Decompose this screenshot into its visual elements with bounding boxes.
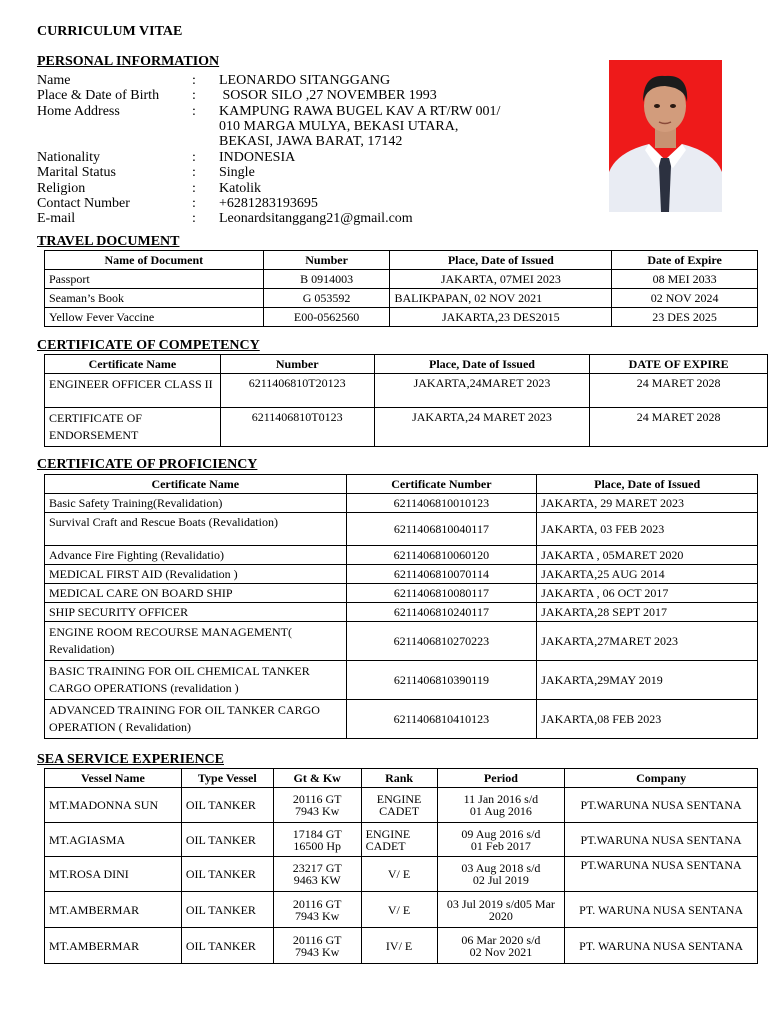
pi-label: Name <box>37 73 71 88</box>
table-cell: 02 NOV 2024 <box>612 289 758 308</box>
table-row <box>45 270 758 289</box>
table-cell: 6211406810080117 <box>346 584 537 603</box>
pi-label: Contact Number <box>37 196 130 211</box>
pi-label: Home Address <box>37 104 120 119</box>
table-row <box>45 700 758 739</box>
table-row <box>45 661 758 700</box>
proficiency-table <box>44 474 758 739</box>
table-header-cell: Name of Document <box>45 251 264 270</box>
table-header-cell: Type Vessel <box>181 769 273 788</box>
table-header-cell: Rank <box>361 769 437 788</box>
table-cell: 23 DES 2025 <box>612 308 758 327</box>
table-header-cell: Place, Date of Issued <box>390 251 612 270</box>
table-row <box>45 603 758 622</box>
table-cell: Advance Fire Fighting (Revalidatio) <box>45 546 347 565</box>
table-cell: ENGINE CADET <box>361 823 437 857</box>
pi-colon: : <box>192 196 196 211</box>
pi-label: E-mail <box>37 211 76 226</box>
travel-document-table <box>44 250 758 327</box>
table-row <box>45 584 758 603</box>
table-header-cell: Number <box>220 355 374 374</box>
table-cell: JAKARTA,08 FEB 2023 <box>537 700 758 739</box>
table-header-cell: Place, Date of Issued <box>374 355 590 374</box>
table-cell: 03 Aug 2018 s/d 02 Jul 2019 <box>437 857 565 892</box>
pi-label: Religion <box>37 181 86 196</box>
table-cell: MEDICAL CARE ON BOARD SHIP <box>45 584 347 603</box>
table-cell: 24 MARET 2028 <box>590 408 768 447</box>
competency-table <box>44 354 768 447</box>
table-cell: 03 Jul 2019 s/d05 Mar 2020 <box>437 892 565 928</box>
table-cell: MT.ROSA DINI <box>45 857 182 892</box>
table-cell: PT. WARUNA NUSA SENTANA <box>565 892 758 928</box>
pi-colon: : <box>192 165 196 180</box>
table-cell: 06 Mar 2020 s/d 02 Nov 2021 <box>437 928 565 964</box>
table-cell: OIL TANKER <box>181 823 273 857</box>
pi-colon: : <box>192 104 196 119</box>
table-cell: 24 MARET 2028 <box>590 374 768 408</box>
table-row <box>45 374 768 408</box>
table-cell: JAKARTA , 06 OCT 2017 <box>537 584 758 603</box>
travel-document-heading: TRAVEL DOCUMENT <box>37 234 180 249</box>
table-header-cell: Period <box>437 769 565 788</box>
table-row <box>45 788 758 823</box>
pi-colon: : <box>192 73 196 88</box>
table-cell: JAKARTA,27MARET 2023 <box>537 622 758 661</box>
table-cell: 08 MEI 2033 <box>612 270 758 289</box>
table-header-cell: Certificate Number <box>346 475 537 494</box>
pi-colon: : <box>192 181 196 196</box>
table-header-row <box>45 355 768 374</box>
pi-colon: : <box>192 211 196 226</box>
table-header-cell: Certificate Name <box>45 475 347 494</box>
pi-label: Nationality <box>37 150 100 165</box>
table-cell: BALIKPAPAN, 02 NOV 2021 <box>390 289 612 308</box>
table-cell: 6211406810T0123 <box>220 408 374 447</box>
table-cell: 6211406810240117 <box>346 603 537 622</box>
table-cell: JAKARTA,29MAY 2019 <box>537 661 758 700</box>
document-title: CURRICULUM VITAE <box>37 24 183 39</box>
table-cell: G 053592 <box>263 289 390 308</box>
pi-value: Single <box>219 165 255 180</box>
table-cell: ENGINE CADET <box>361 788 437 823</box>
table-cell: BASIC TRAINING FOR OIL CHEMICAL TANKER CARGO OPERATIONS (revalidation ) <box>45 661 347 700</box>
table-cell: V/ E <box>361 892 437 928</box>
table-cell: 20116 GT 7943 Kw <box>273 892 361 928</box>
table-header-cell: Place, Date of Issued <box>537 475 758 494</box>
table-cell: JAKARTA, 29 MARET 2023 <box>537 494 758 513</box>
table-cell: PT.WARUNA NUSA SENTANA <box>565 823 758 857</box>
table-header-cell: Vessel Name <box>45 769 182 788</box>
pi-value: SOSOR SILO ,27 NOVEMBER 1993 <box>219 88 437 103</box>
table-cell: JAKARTA, 07MEI 2023 <box>390 270 612 289</box>
pi-value: LEONARDO SITANGGANG <box>219 73 391 88</box>
table-header-row <box>45 475 758 494</box>
table-cell: IV/ E <box>361 928 437 964</box>
table-cell: Seaman’s Book <box>45 289 264 308</box>
table-header-cell: Number <box>263 251 390 270</box>
table-row <box>45 289 758 308</box>
table-row <box>45 408 768 447</box>
table-cell: JAKARTA, 03 FEB 2023 <box>537 513 758 546</box>
table-cell: 6211406810060120 <box>346 546 537 565</box>
table-cell: 6211406810270223 <box>346 622 537 661</box>
table-header-cell: DATE OF EXPIRE <box>590 355 768 374</box>
table-cell: 23217 GT 9463 KW <box>273 857 361 892</box>
table-cell: 20116 GT 7943 Kw <box>273 788 361 823</box>
table-cell: JAKARTA,25 AUG 2014 <box>537 565 758 584</box>
proficiency-heading: CERTIFICATE OF PROFICIENCY <box>37 457 258 472</box>
pi-colon: : <box>192 150 196 165</box>
table-row <box>45 494 758 513</box>
table-row <box>45 823 758 857</box>
table-cell: JAKARTA,23 DES2015 <box>390 308 612 327</box>
table-cell: MT.AMBERMAR <box>45 928 182 964</box>
table-header-cell: Company <box>565 769 758 788</box>
table-cell: OIL TANKER <box>181 928 273 964</box>
table-cell: Basic Safety Training(Revalidation) <box>45 494 347 513</box>
table-cell: E00-0562560 <box>263 308 390 327</box>
personal-info-heading: PERSONAL INFORMATION <box>37 54 220 69</box>
pi-value: Katolik <box>219 181 261 196</box>
table-cell: PT. WARUNA NUSA SENTANA <box>565 928 758 964</box>
table-cell: OIL TANKER <box>181 892 273 928</box>
table-header-cell: Certificate Name <box>45 355 221 374</box>
table-row <box>45 565 758 584</box>
table-header-cell: Gt & Kw <box>273 769 361 788</box>
table-row <box>45 857 758 892</box>
table-cell: PT.WARUNA NUSA SENTANA <box>565 788 758 823</box>
table-cell: JAKARTA,24MARET 2023 <box>374 374 590 408</box>
table-cell: 11 Jan 2016 s/d 01 Aug 2016 <box>437 788 565 823</box>
pi-value: INDONESIA <box>219 150 296 165</box>
table-cell: Yellow Fever Vaccine <box>45 308 264 327</box>
table-cell: OIL TANKER <box>181 788 273 823</box>
table-row <box>45 308 758 327</box>
table-cell: 6211406810390119 <box>346 661 537 700</box>
table-cell: Passport <box>45 270 264 289</box>
table-cell: 6211406810010123 <box>346 494 537 513</box>
table-cell: JAKARTA,28 SEPT 2017 <box>537 603 758 622</box>
table-cell: ENGINEER OFFICER CLASS II <box>45 374 221 408</box>
table-cell: OIL TANKER <box>181 857 273 892</box>
table-cell: 6211406810040117 <box>346 513 537 546</box>
table-cell: 6211406810T20123 <box>220 374 374 408</box>
table-row <box>45 892 758 928</box>
table-header-row <box>45 769 758 788</box>
table-row <box>45 513 758 546</box>
table-cell: 6211406810410123 <box>346 700 537 739</box>
pi-value: KAMPUNG RAWA BUGEL KAV A RT/RW 001/ 010 MARGA MULYA, BEKASI UTARA, BEKASI, JAWA BARAT, 17142 <box>219 104 501 149</box>
pi-label: Marital Status <box>37 165 116 180</box>
table-cell: 20116 GT 7943 Kw <box>273 928 361 964</box>
table-cell: 17184 GT 16500 Hp <box>273 823 361 857</box>
table-header-row <box>45 251 758 270</box>
table-header-cell: Date of Expire <box>612 251 758 270</box>
table-cell: V/ E <box>361 857 437 892</box>
sea-service-table <box>44 768 758 964</box>
sea-service-heading: SEA SERVICE EXPERIENCE <box>37 752 225 767</box>
table-row <box>45 546 758 565</box>
person-portrait-icon <box>609 60 722 212</box>
table-row <box>45 928 758 964</box>
table-cell: 6211406810070114 <box>346 565 537 584</box>
table-cell: MT.MADONNA SUN <box>45 788 182 823</box>
table-cell: JAKARTA,24 MARET 2023 <box>374 408 590 447</box>
table-cell: MEDICAL FIRST AID (Revalidation ) <box>45 565 347 584</box>
table-cell: ADVANCED TRAINING FOR OIL TANKER CARGO OPERATION ( Revalidation) <box>45 700 347 739</box>
table-cell: JAKARTA , 05MARET 2020 <box>537 546 758 565</box>
table-cell: MT.AMBERMAR <box>45 892 182 928</box>
pi-label: Place & Date of Birth <box>37 88 160 103</box>
pi-value: +6281283193695 <box>219 196 318 211</box>
table-cell: MT.AGIASMA <box>45 823 182 857</box>
table-cell: PT.WARUNA NUSA SENTANA <box>565 857 758 892</box>
table-cell: CERTIFICATE OF ENDORSEMENT <box>45 408 221 447</box>
profile-photo <box>609 60 722 212</box>
table-cell: SHIP SECURITY OFFICER <box>45 603 347 622</box>
pi-colon: : <box>192 88 196 103</box>
table-cell: ENGINE ROOM RECOURSE MANAGEMENT( Revalidation) <box>45 622 347 661</box>
table-cell: B 0914003 <box>263 270 390 289</box>
table-row <box>45 622 758 661</box>
table-cell: Survival Craft and Rescue Boats (Revalidation) <box>45 513 347 546</box>
table-cell: 09 Aug 2016 s/d 01 Feb 2017 <box>437 823 565 857</box>
pi-value: Leonardsitanggang21@gmail.com <box>219 211 413 226</box>
competency-heading: CERTIFICATE OF COMPETENCY <box>37 338 260 353</box>
